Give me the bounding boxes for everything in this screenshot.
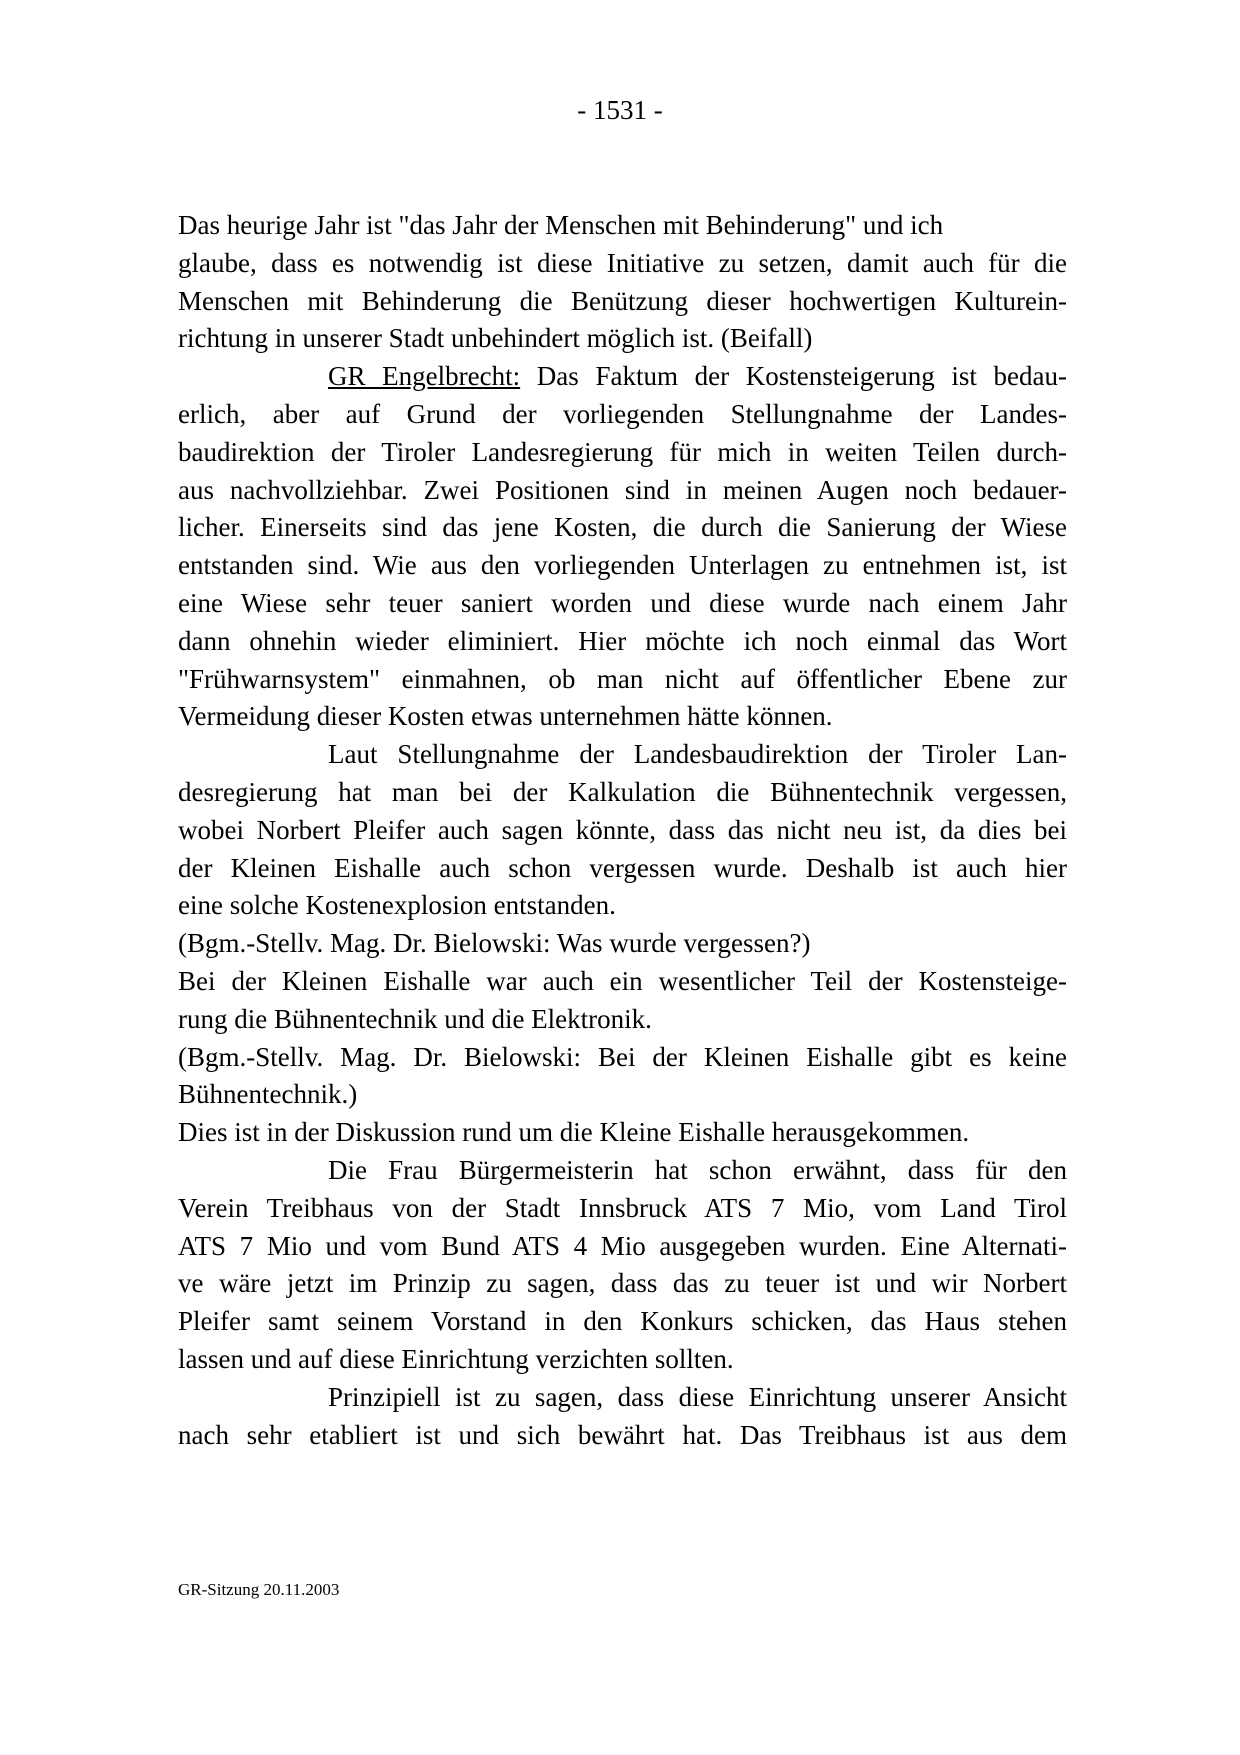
text-line: licher. Einerseits sind das jene Kosten, die durch die Sanierung der Wiese [178,512,1067,543]
text-line: Das heurige Jahr ist "das Jahr der Menschen mit Behinderung" und ich [178,210,944,240]
text-line: Verein Treibhaus von der Stadt Innsbruck ATS 7 Mio, vom Land Tirol [178,1192,1067,1223]
text-line: richtung in unserer Stadt unbehindert möglich ist. (Beifall) [178,323,813,354]
text-line: Menschen mit Behinderung die Benützung dieser hochwertigen Kulturein- [178,285,1067,316]
text-line: eine Wiese sehr teuer saniert worden und diese wurde nach einem Jahr [178,587,1067,618]
text-line: Die Frau Bürgermeisterin hat schon erwähnt, dass für den [328,1154,1067,1185]
text-line: Bei der Kleinen Eishalle war auch ein wesentlicher Teil der Kostensteige- [178,965,1067,996]
text-line: dann ohnehin wieder eliminiert. Hier möchte ich noch einmal das Wort [178,625,1067,656]
text-line: Vermeidung dieser Kosten etwas unternehmen hätte können. [178,701,833,732]
text-line: eine solche Kostenexplosion entstanden. [178,890,616,921]
text-line: nach sehr etabliert ist und sich bewährt hat. Das Treibhaus ist aus dem [178,1419,1067,1450]
text-line: desregierung hat man bei der Kalkulation die Bühnentechnik vergessen, [178,776,1067,807]
page-number: - 1531 - [577,95,663,125]
text-line: Pleifer samt seinem Vorstand in den Konkurs schicken, das Haus stehen [178,1306,1067,1337]
text-line [178,358,1067,396]
text-line: baudirektion der Tiroler Landesregierung für mich in weiten Teilen durch- [178,436,1067,467]
text-line: ve wäre jetzt im Prinzip zu sagen, dass das zu teuer ist und wir Norbert [178,1268,1067,1299]
text-line: wobei Norbert Pleifer auch sagen könnte, dass das nicht neu ist, da dies bei [178,814,1067,845]
text-line: rung die Bühnentechnik und die Elektronik. [178,1003,652,1034]
speaker-text: Das Faktum der Kostensteigerung ist bedau- [520,361,1067,392]
text-line: (Bgm.-Stellv. Mag. Dr. Bielowski: Bei der Kleinen Eishalle gibt es keine [178,1041,1067,1072]
text-line: Prinzipiell ist zu sagen, dass diese Einrichtung unserer Ansicht [328,1381,1067,1412]
text-line: lassen und auf diese Einrichtung verzichten sollten. [178,1343,734,1374]
text-line: "Frühwarnsystem" einmahnen, ob man nicht auf öffentlicher Ebene zur [178,663,1067,694]
text-line: ATS 7 Mio und vom Bund ATS 4 Mio ausgegeben wurden. Eine Alternati- [178,1230,1067,1261]
text-line: aus nachvollziehbar. Zwei Positionen sind in meinen Augen noch bedauer- [178,474,1067,505]
text-line: glaube, dass es notwendig ist diese Initiative zu setzen, damit auch für die [178,247,1067,278]
document-body [178,207,1067,1454]
text-line: (Bgm.-Stellv. Mag. Dr. Bielowski: Was wurde vergessen?) [178,928,811,959]
text-line: erlich, aber auf Grund der vorliegenden Stellungnahme der Landes- [178,398,1067,429]
text-line: der Kleinen Eishalle auch schon vergessen wurde. Deshalb ist auch hier [178,852,1067,883]
footer: GR-Sitzung 20.11.2003 [178,1580,340,1599]
text-line: entstanden sind. Wie aus den vorliegenden Unterlagen zu entnehmen ist, ist [178,550,1067,581]
text-line: Dies ist in der Diskussion rund um die Kleine Eishalle herausgekommen. [178,1117,970,1148]
text-line: Laut Stellungnahme der Landesbaudirektion der Tiroler Lan- [328,739,1067,770]
text-line: Bühnentechnik.) [178,1079,358,1110]
speaker-name: GR Engelbrecht: [328,361,521,392]
